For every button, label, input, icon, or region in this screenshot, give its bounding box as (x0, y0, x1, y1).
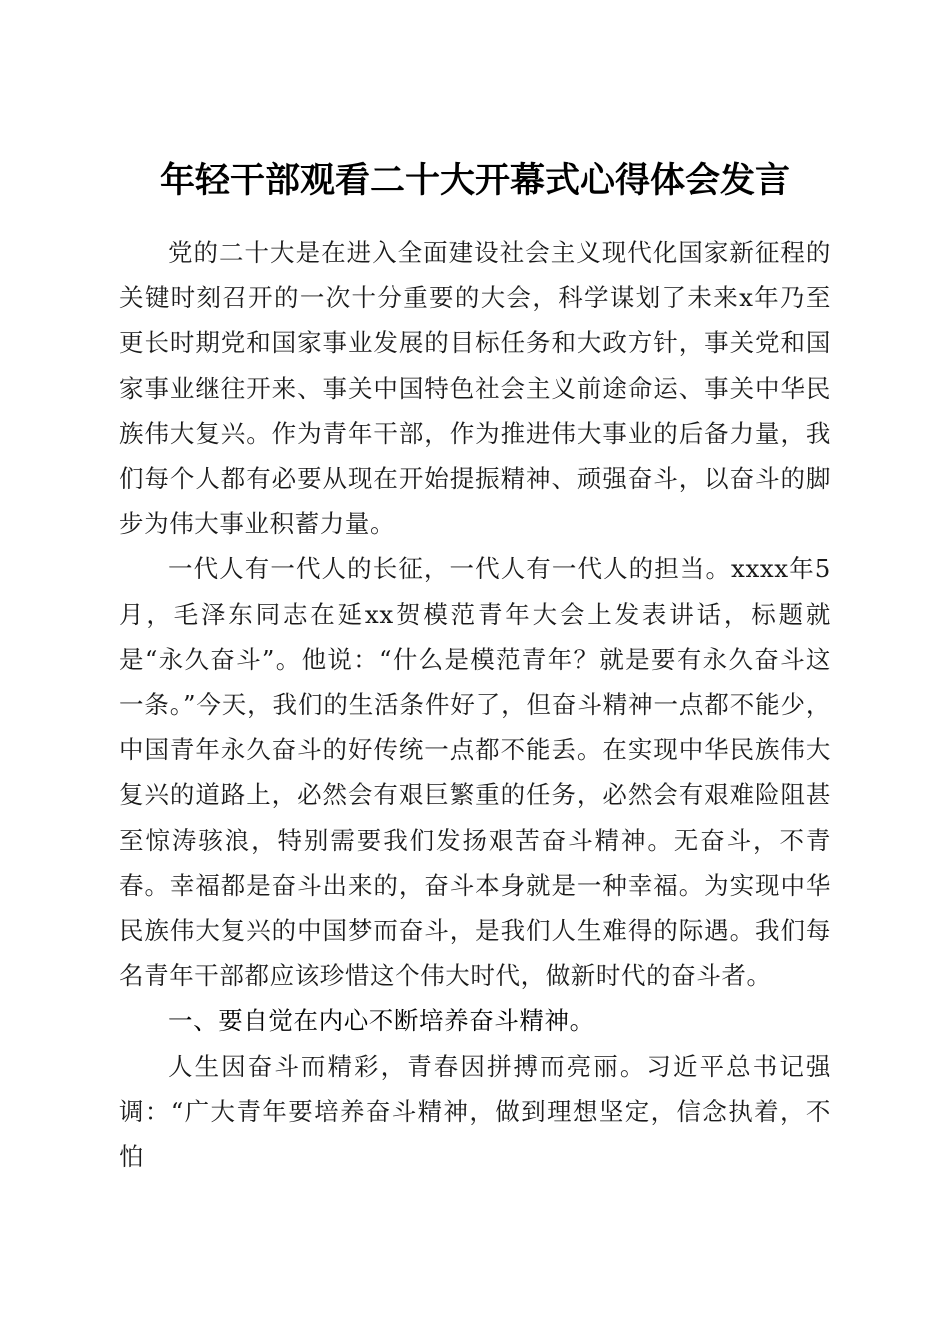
section-heading: 一、要自觉在内心不断培养奋斗精神。 (168, 1006, 595, 1036)
paragraph-struggle: 一代人有一代人的长征，一代人有一代人的担当。xxxx年5月，毛泽东同志在延xx贺模范青年大会上发表讲话，标题就是“永久奋斗”。他说：“什么是模范青年？就是要有永久奋斗这一条。”今天，我们的生活条件好了，但奋斗精神一点都不能少，中国青年永久奋斗的好传统一点都不能丢。在实现中华民族伟大复兴的道路上，必然会有艰巨繁重的任务，必然会有艰难险阻甚至惊涛骇浪，特别需要我们发扬艰苦奋斗精神。无奋斗，不青春。幸福都是奋斗出来的，奋斗本身就是一种幸福。为实现中华民族伟大复兴的中国梦而奋斗，是我们人生难得的际遇。我们每名青年干部都应该珍惜这个伟大时代，做新时代的奋斗者。 (119, 554, 832, 991)
section-paragraph: 人生因奋斗而精彩，青春因拼搏而亮丽。习近平总书记强调：“广大青年要培养奋斗精神，做到理想坚定，信念执着，不怕 (119, 1051, 831, 1172)
document-body (119, 230, 831, 1179)
document-title: 年轻干部观看二十大开幕式心得体会发言 (159, 160, 790, 202)
paragraph-intro: 党的二十大是在进入全面建设社会主义现代化国家新征程的关键时刻召开的一次十分重要的大会，科学谋划了未来x年乃至更长时期党和国家事业发展的目标任务和大政方针，事关党和国家事业继往开来、事关中国特色社会主义前途命运、事关中华民族伟大复兴。作为青年干部，作为推进伟大事业的后备力量，我们每个人都有必要从现在开始提振精神、顽强奋斗，以奋斗的脚步为伟大事业积蓄力量。 (119, 238, 831, 539)
